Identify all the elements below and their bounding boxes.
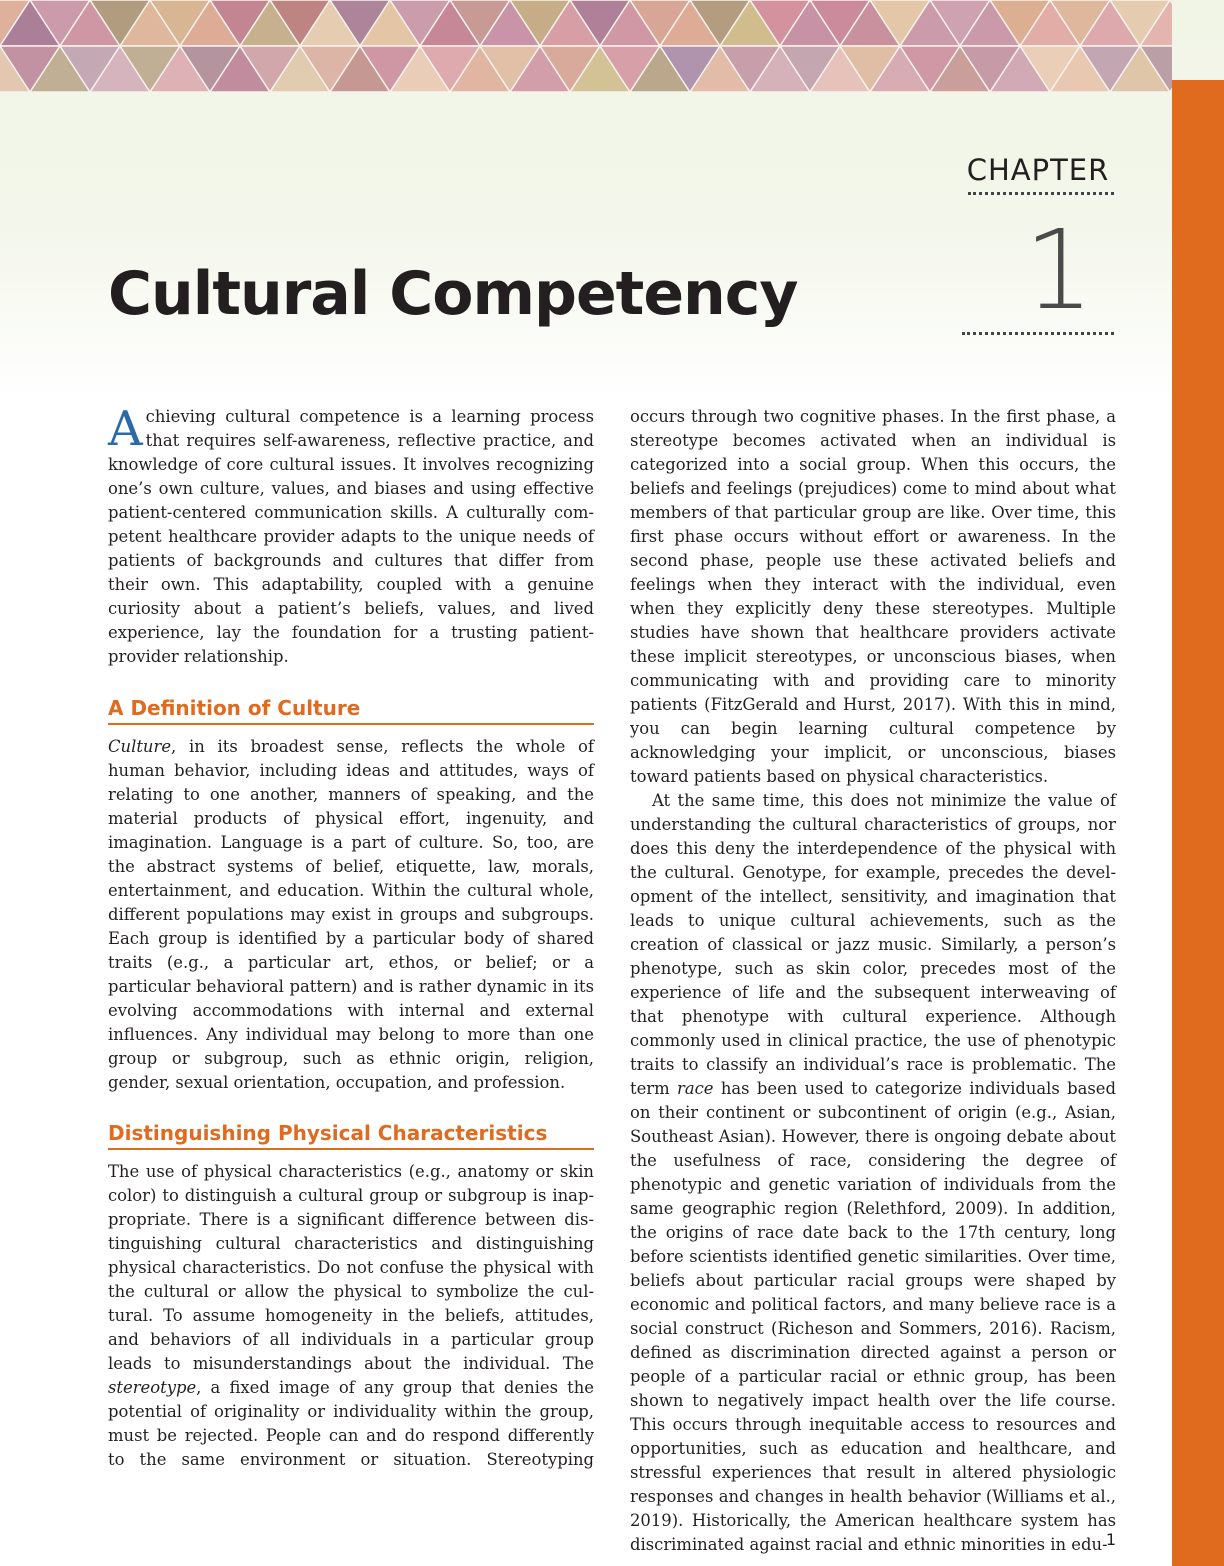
term-race: race <box>677 1079 714 1098</box>
section-heading-physical: Distinguishing Physical Characteristics <box>108 1121 594 1150</box>
dotted-rule-top <box>968 192 1114 195</box>
definition-text: , in its broadest sense, reflects the whole of human behavior, including ideas and attitudes, ways of relating to one another, manners of speaking, and the material products of physical effort, ingenuity, and imagination. Language is a part of culture. So, too, are the abstract systems of belief, etiquette, law, morals, entertainment, and education. Within the cultural whole, different populations may exist in groups and subgroups. Each group is identified by a particular body of shared traits (e.g., a particular art, ethos, or belief; or a particular behavioral pattern) and is rather dynamic in its evolving accommodations with internal and external influences. Any individual may belong to more than one group or subgroup, such as ethnic origin, religion, gender, sexual orientation, occupation, and profession. <box>108 737 594 1092</box>
race-paragraph <box>630 789 1116 1557</box>
term-stereotype: stereotype <box>108 1378 197 1397</box>
triangle-pattern-banner <box>0 0 1172 92</box>
intro-paragraph <box>108 401 594 669</box>
chapter-label: CHAPTER <box>966 153 1110 187</box>
physical-text-after: , a fixed image of any group that denies the potential of originality or individuality within the group, must be rejected. People can and do respond differently to the same environment or situation. Stereotyping <box>108 1378 594 1469</box>
chapter-label-block <box>962 150 1114 336</box>
physical-text-before: The use of physical characteristics (e.g., anatomy or skin color) to distinguish a cultural group or subgroup is inappropriate. There is a significant difference between distinguishing cultural characteristics and distinguishing physical characteristics. Do not confuse the physical with the cultural or allow the physical to symbolize the cultural. To assume homogeneity in the beliefs, attitudes, and behaviors of all individuals in a particular group leads to misunderstandings about the individual. The <box>108 1162 594 1373</box>
physical-paragraph-continued: occurs through two cognitive phases. In the first phase, a stereotype becomes activated when an individual is categorized into a social group. When this occurs, the beliefs and feelings (prejudices) come to mind about what members of that particular group are like. Over time, this first phase occurs without effort or awareness. In the second phase, people use these activated beliefs and feelings when they interact with the individual, even when they explicitly deny these stereotypes. Multiple studies have shown that healthcare providers activate these implicit stereotypes, or unconscious biases, when communicating with and providing care to minority patients (FitzGerald and Hurst, 2017). With this in mind, you can begin learning cultural competence by acknowledging your implicit, or unconscious, biases toward patients based on physical characteristics. <box>630 407 1116 786</box>
chapter-title: Cultural Competency <box>108 259 798 329</box>
dotted-rule-bottom <box>962 332 1114 335</box>
drop-cap: A <box>108 401 143 457</box>
physical-paragraph <box>108 1160 594 1472</box>
chapter-number: 1 <box>1024 206 1094 334</box>
page-number: 1 <box>1105 1530 1116 1549</box>
section-heading-definition: A Definition of Culture <box>108 696 594 725</box>
race-text-after: has been used to categorize individuals based on their continent or subcontinent of origin (e.g., Asian, Southeast Asian). However, there is ongoing debate about the usefulness of race, considering the degree of phenotypic and genetic variation of individuals from the same geographic region (Relethford, 2009). In addition, the origins of race date back to the 17th century, long before scientists identified genetic similarities. Over time, beliefs about particular racial groups were shaped by economic and political factors, and many believe race is a social construct (Richeson and Sommers, 2016). Racism, defined as discrimination directed against a person or people of a particular racial or ethnic group, has been shown to negatively impact health over the life course. This occurs through inequitable access to resources and opportunities, such as education and healthcare, and stressful experiences that result in altered physiologic responses and changes in health behavior (Williams et al., 2019). Historically, the American healthcare system has discriminated against racial and ethnic minorities in edu- <box>630 1079 1116 1554</box>
chapter-side-tab <box>1172 80 1224 1566</box>
term-culture: Culture <box>108 737 172 756</box>
definition-paragraph <box>108 735 594 1095</box>
text-column-right <box>630 405 1116 1557</box>
intro-text: chieving cultural competence is a learning process that requires self-awareness, reflective practice, and knowledge of core cultural issues. It involves recognizing one’s own culture, values, and biases and using effective patient-centered communication skills. A culturally competent healthcare provider adapts to the unique needs of patients of backgrounds and cultures that differ from their own. This adaptability, coupled with a genuine curiosity about a patient’s beliefs, values, and lived experience, lay the foundation for a trusting patient-provider relationship. <box>108 407 594 666</box>
race-text-before: At the same time, this does not minimize the value of understanding the cultural characteristics of groups, nor does this deny the interdependence of the physical with the cultural. Genotype, for example, precedes the development of the intellect, sensitivity, and imagination that leads to unique cultural achievements, such as the creation of classical or jazz music. Similarly, a person’s phenotype, such as skin color, precedes most of the experience of life and the subsequent interweaving of that phenotype with cultural experience. Although commonly used in clinical practice, the use of phenotypic traits to classify an individual’s race is problematic. The term <box>630 791 1116 1098</box>
text-column-left <box>108 401 594 1472</box>
